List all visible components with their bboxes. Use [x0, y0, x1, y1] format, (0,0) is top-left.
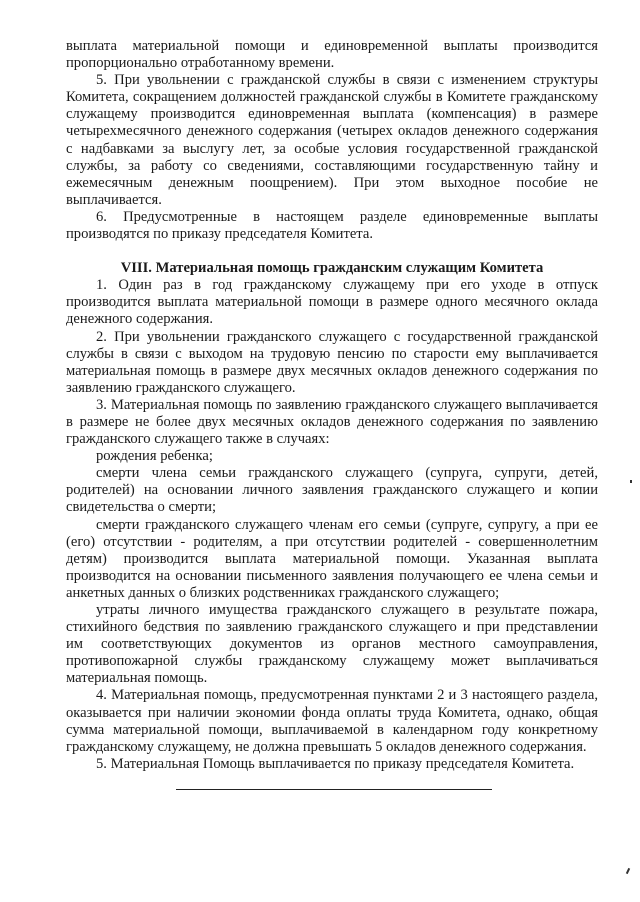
paragraph-aid-5-order: 5. Материальная Помощь выплачивается по приказу председателя Комитета.: [96, 755, 575, 772]
scan-artifact-mark: [626, 868, 630, 874]
section-heading: VIII. Материальная помощь гражданским служащим Комитета: [120, 260, 544, 277]
case-childbirth: рождения ребенка;: [96, 448, 213, 465]
case-property-loss: утраты личного имущества гражданского служащего в результате пожара, стихийного бедствия по заявлению гражданского служащего и при представлении им соответствующих документов из органов местного самоуправления, противопожарной службы гражданскому служащему может выплачиваться материальная помощь.: [66, 602, 598, 687]
document-page: [66, 38, 598, 790]
paragraph-aid-4-limit: 4. Материальная помощь, предусмотренная пунктами 2 и 3 настоящего раздела, оказывается при наличии экономии фонда оплаты труда Комитета, однако, общая сумма материальной помощи, выплачиваемой в календарном году конкретному гражданскому служащему, не должна превышать 5 окладов денежного содержания.: [66, 687, 598, 755]
paragraph-item-6-order: 6. Предусмотренные в настоящем разделе единовременные выплаты производятся по приказу председателя Комитета.: [66, 208, 598, 243]
scan-artifact-mark: [630, 480, 632, 483]
case-employee-death: смерти гражданского служащего членам его семьи (супруге, супругу, а при ее (его) отсутствии - родителям, а при отсутствии родителей - совершеннолетним детям) производится выплата материальной помощи. Указанная выплата производится на основании письменного заявления получающего ее члена семьи и анкетных данных о близких родственниках гражданского служащего;: [66, 516, 598, 601]
end-divider-line: [176, 789, 492, 790]
case-family-member-death: смерти члена семьи гражданского служащего (супруга, супруги, детей, родителей) на основании личного заявления гражданского служащего и копии свидетельства о смерти;: [66, 465, 598, 516]
paragraph-aid-2-retirement: 2. При увольнении гражданского служащего с государственной гражданской службы в связи с выходом на трудовую пенсию по старости ему выплачивается материальная помощь в размере двух месячных окладов денежного содержания по заявлению гражданского служащего.: [66, 328, 598, 396]
paragraph-item-5-dismissal-compensation: 5. При увольнении с гражданской службы в связи с изменением структуры Комитета, сокращением должностей гражданской службы в Комитете гражданскому служащему производится единовременная выплата (компенсация) в размере четырехмесячного денежного содержания (четырех окладов денежного содержания с надбавками за выслугу лет, за особые условия государственной гражданской службы, за работу со сведениями, составляющими государственную тайну и ежемесячным денежным поощрением). При этом выходное пособие не выплачивается.: [66, 72, 598, 208]
paragraph-aid-3-cases: 3. Материальная помощь по заявлению гражданского служащего выплачивается в размере не более двух месячных окладов денежного содержания по заявлению гражданского служащего также в случаях:: [66, 396, 598, 448]
paragraph-aid-1-vacation: 1. Один раз в год гражданскому служащему при его уходе в отпуск производится выплата материальной помощи в размере одного месячного оклада денежного содержания.: [66, 277, 598, 328]
paragraph-continuation: выплата материальной помощи и единовременной выплаты производится пропорционально отработанному времени.: [66, 38, 598, 72]
